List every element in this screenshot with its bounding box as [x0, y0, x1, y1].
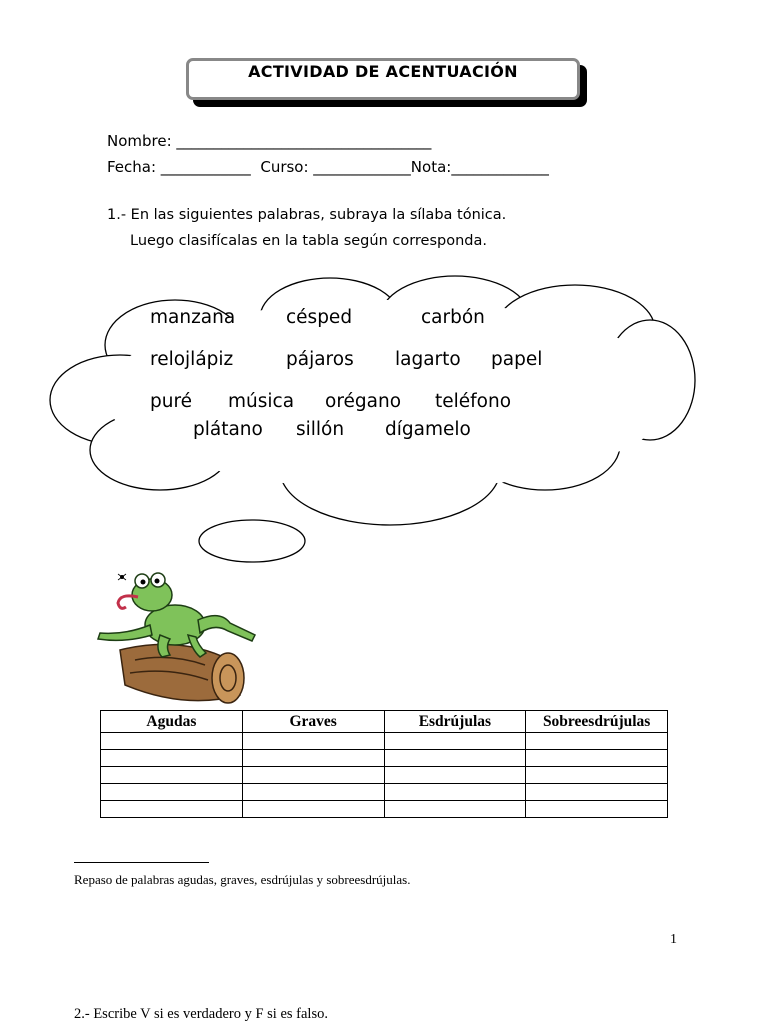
table-cell[interactable]: [101, 801, 243, 818]
header-sobreesdrujulas: Sobreesdrújulas: [526, 711, 668, 733]
word-item: pájaros: [286, 349, 354, 370]
word-item: papel: [491, 349, 543, 370]
table-cell[interactable]: [526, 750, 668, 767]
instruction-line-1: 1.- En las siguientes palabras, subraya la sílaba tónica.: [107, 207, 507, 223]
table-cell[interactable]: [242, 767, 384, 784]
table-header-row: [101, 711, 668, 733]
table-row: [101, 784, 668, 801]
classification-table: [100, 710, 668, 818]
word-item: manzana: [150, 307, 236, 328]
page-title: ACTIVIDAD DE ACENTUACIÓN: [248, 62, 518, 81]
table-cell[interactable]: [384, 767, 526, 784]
table-cell[interactable]: [101, 767, 243, 784]
nombre-field-line: Nombre: __________________________________: [107, 132, 432, 150]
table-cell[interactable]: [384, 801, 526, 818]
footnote-divider: [74, 862, 209, 863]
table-cell[interactable]: [526, 733, 668, 750]
table-row: [101, 801, 668, 818]
table-cell[interactable]: [101, 784, 243, 801]
table-cell[interactable]: [101, 750, 243, 767]
table-cell[interactable]: [242, 784, 384, 801]
fecha-curso-nota-line: Fecha: ____________ Curso: _____________Nota:_____________: [107, 158, 549, 176]
table-cell[interactable]: [384, 750, 526, 767]
word-item: césped: [286, 307, 353, 328]
table-row: [101, 733, 668, 750]
header-esdrujulas: Esdrújulas: [384, 711, 526, 733]
question-2-text: 2.- Escribe V si es verdadero y F si es falso.: [74, 1006, 328, 1022]
word-item: teléfono: [435, 391, 512, 412]
table-cell[interactable]: [384, 733, 526, 750]
table-cell[interactable]: [526, 801, 668, 818]
table-cell[interactable]: [101, 733, 243, 750]
footnote-text: Repaso de palabras agudas, graves, esdrújulas y sobreesdrújulas.: [74, 872, 411, 887]
word-item: sillón: [296, 419, 345, 440]
word-item: orégano: [325, 391, 402, 412]
word-item: dígamelo: [385, 419, 471, 440]
table-row: [101, 750, 668, 767]
table-cell[interactable]: [384, 784, 526, 801]
table-cell[interactable]: [242, 750, 384, 767]
word-item: música: [228, 391, 295, 412]
word-item: puré: [150, 391, 193, 412]
table-cell[interactable]: [242, 801, 384, 818]
table-cell[interactable]: [526, 767, 668, 784]
header-agudas: Agudas: [101, 711, 243, 733]
table-cell[interactable]: [242, 733, 384, 750]
word-item: relojlápiz: [150, 349, 234, 370]
table-cell[interactable]: [526, 784, 668, 801]
word-item: plátano: [193, 419, 263, 440]
page-number: 1: [670, 932, 677, 947]
table-row: [101, 767, 668, 784]
word-item: lagarto: [395, 349, 461, 370]
word-item: carbón: [421, 307, 485, 328]
header-graves: Graves: [242, 711, 384, 733]
instruction-line-2: Luego clasifícalas en la tabla según corresponda.: [130, 233, 487, 249]
frog-on-log-icon: [90, 565, 270, 710]
